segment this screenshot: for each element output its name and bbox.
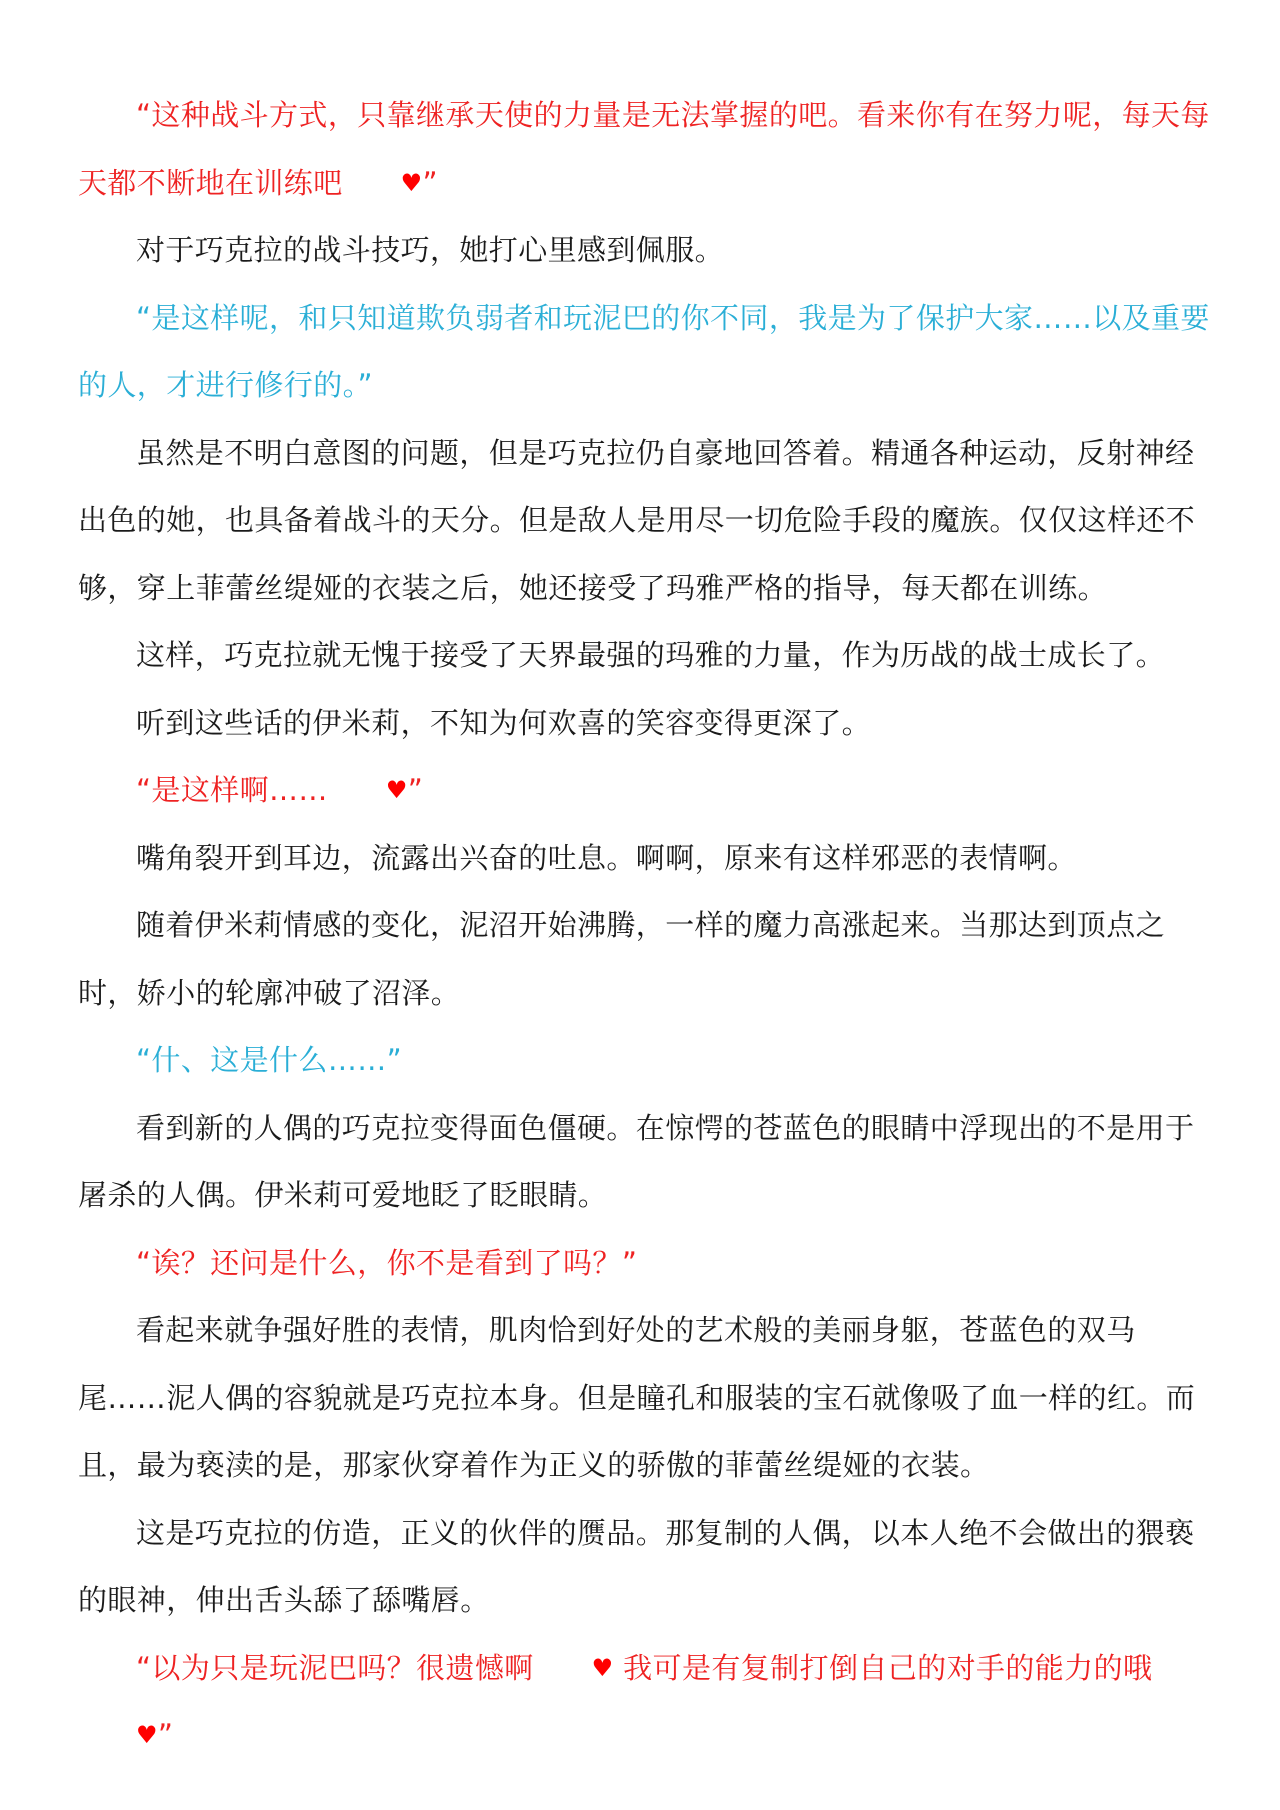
dialogue-paragraph: [78, 1027, 1210, 1095]
narration-paragraph: [78, 825, 1210, 893]
paragraph-text: “这种战斗方式，只靠继承天使的力量是无法掌握的吧。看来你有在努力呢，每天每天都不断地在训练吧: [78, 98, 1210, 200]
paragraph-text: “以为只是玩泥巴吗？很遗憾啊: [136, 1650, 534, 1685]
paragraph-text: 这样，巧克拉就无愧于接受了天界最强的玛雅的力量，作为历战的战士成长了。: [136, 638, 1166, 672]
heart-icon: ♥: [136, 1721, 158, 1749]
dialogue-paragraph: [78, 1230, 1210, 1298]
paragraph-text: “是这样啊……: [136, 773, 328, 807]
paragraph-text: ”: [422, 165, 438, 200]
paragraph-text: “是这样呢，和只知道欺负弱者和玩泥巴的你不同，我是为了保护大家……以及重要的人，才进行修行的。”: [78, 300, 1210, 402]
paragraph-text: 听到这些话的伊米莉，不知为何欢喜的笑容变得更深了。: [136, 705, 872, 740]
paragraph-text: 对于巧克拉的战斗技巧，她打心里感到佩服。: [136, 233, 725, 267]
narration-paragraph: [78, 1500, 1210, 1635]
paragraph-text: 看起来就争强好胜的表情，肌肉恰到好处的艺术般的美丽身躯，苍蓝色的双马尾……泥人偶的容貌就是巧克拉本身。但是瞳孔和服装的宝石就像吸了血一样的红。而且，最为亵渎的是，那家伙穿着作为正义的骄傲的菲蕾丝缇娅的衣装。: [78, 1313, 1196, 1482]
narration-paragraph: [78, 420, 1210, 623]
paragraph-text: 嘴角裂开到耳边，流露出兴奋的吐息。啊啊，原来有这样邪恶的表情啊。: [136, 840, 1077, 875]
paragraph-text: 我可是有复制打倒自己的对手的能力的哦: [613, 1650, 1153, 1685]
paragraph-text: ”: [407, 773, 424, 807]
paragraph-text: 随着伊米莉情感的变化，泥沼开始沸腾，一样的魔力高涨起来。当那达到顶点之时，娇小的轮廓冲破了沼泽。: [78, 908, 1166, 1010]
paragraph-text: 这是巧克拉的仿造，正义的伙伴的赝品。那复制的人偶，以本人绝不会做出的猥亵的眼神，伸出舌头舔了舔嘴唇。: [78, 1515, 1195, 1617]
paragraph-text: “诶？还问是什么，你不是看到了吗？”: [136, 1245, 638, 1280]
paragraph-text: 虽然是不明白意图的问题，但是巧克拉仍自豪地回答着。精通各种运动，反射神经出色的她，也具备着战斗的天分。但是敌人是用尽一切危险手段的魔族。仅仅这样还不够，穿上菲蕾丝缇娅的衣装之后，她还接受了玛雅严格的指导，每天都在训练。: [78, 435, 1196, 605]
paragraph-text: “什、这是什么……”: [136, 1043, 403, 1077]
dialogue-paragraph: [78, 757, 1210, 825]
narration-paragraph: [78, 892, 1210, 1027]
narration-paragraph: [78, 1095, 1210, 1230]
novel-text-block: [78, 82, 1210, 1770]
heart-icon: ♥: [385, 776, 408, 804]
heart-icon: ♥: [400, 168, 423, 197]
narration-paragraph: [78, 217, 1210, 285]
paragraph-text: 看到新的人偶的巧克拉变得面色僵硬。在惊愕的苍蓝色的眼睛中浮现出的不是用于屠杀的人偶。伊米莉可爱地眨了眨眼睛。: [78, 1110, 1195, 1212]
dialogue-paragraph: [78, 285, 1210, 420]
narration-paragraph: [78, 690, 1210, 758]
heart-icon: ♥: [591, 1653, 614, 1682]
dialogue-paragraph: [78, 1635, 1210, 1770]
paragraph-text: ”: [157, 1718, 174, 1752]
narration-paragraph: [78, 622, 1210, 690]
narration-paragraph: [78, 1297, 1210, 1500]
dialogue-paragraph: [78, 82, 1210, 217]
